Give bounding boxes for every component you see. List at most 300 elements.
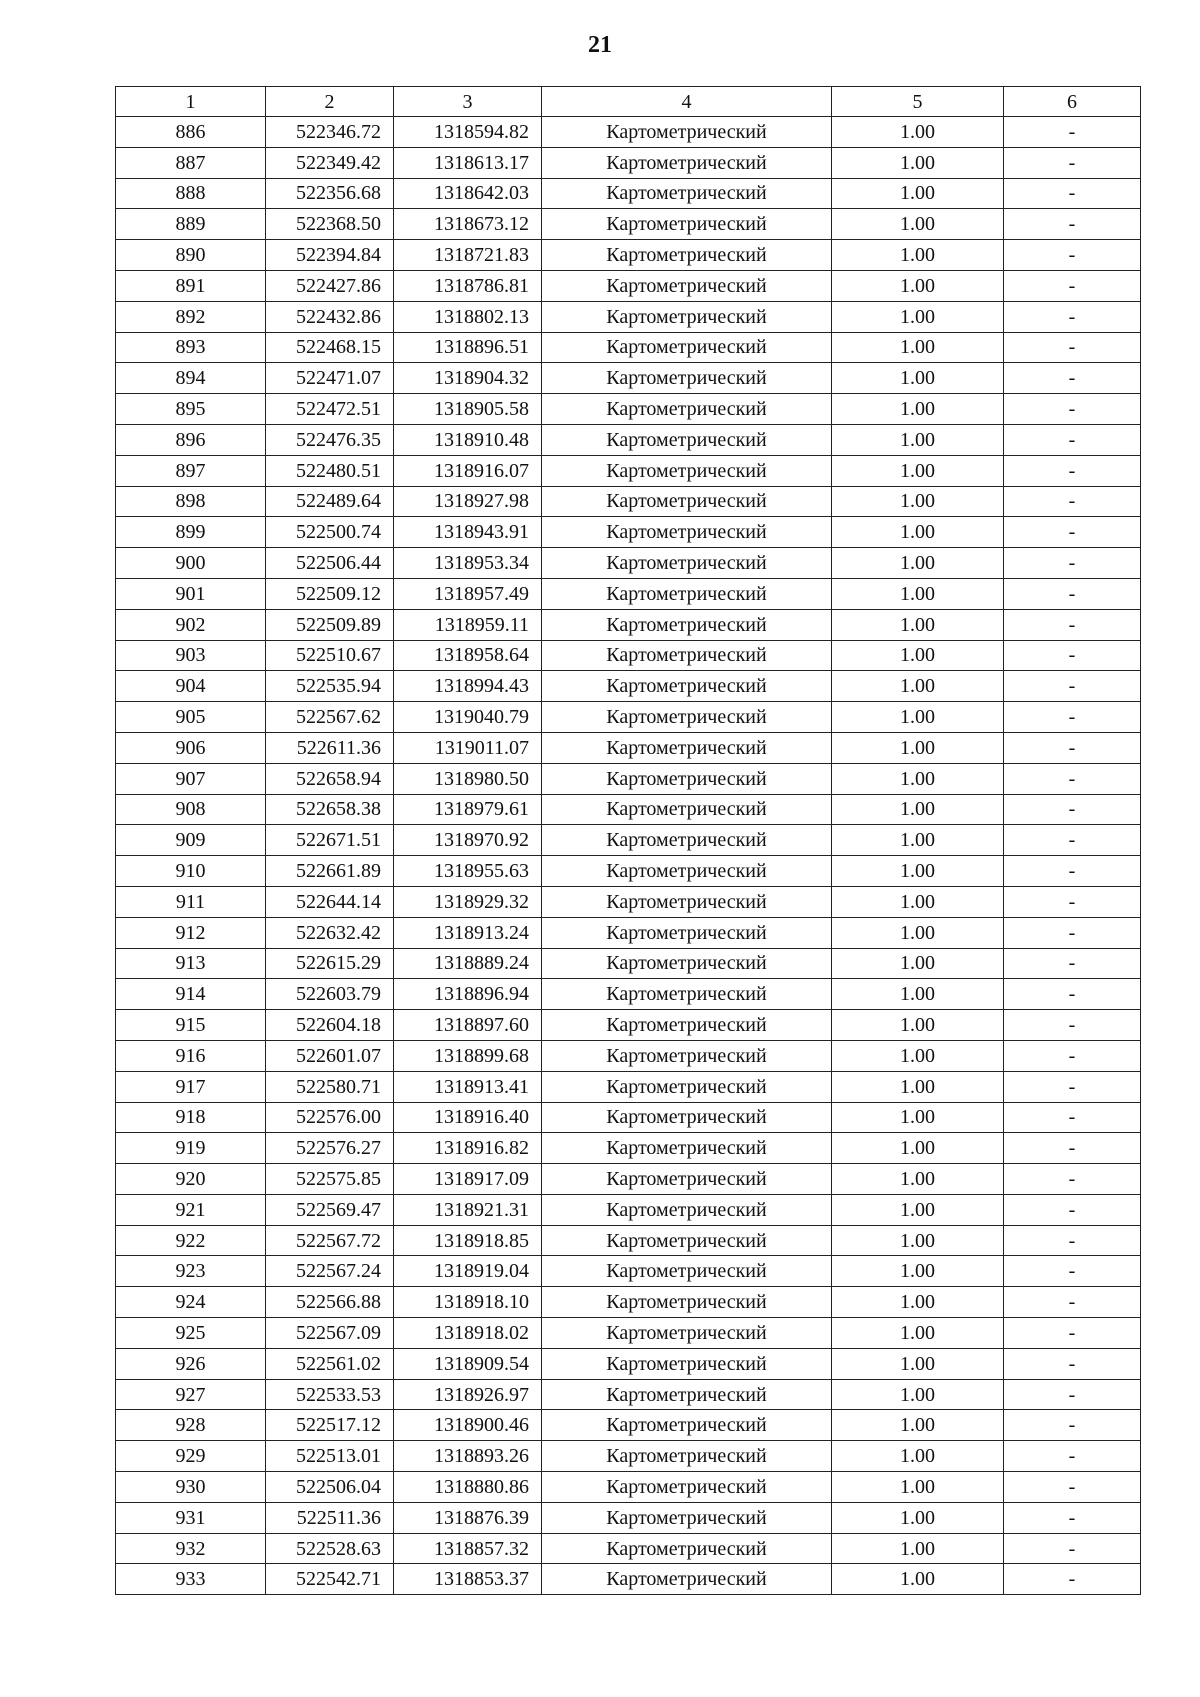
table-row (116, 1133, 1141, 1164)
column-header-5: 5 (832, 87, 1004, 117)
accuracy-cell: 1.00 (832, 1287, 1004, 1318)
accuracy-cell: 1.00 (832, 640, 1004, 671)
y-coordinate-cell: 1318899.68 (394, 1040, 542, 1071)
method-cell: Картометрический (542, 979, 832, 1010)
y-coordinate-cell: 1318880.86 (394, 1472, 542, 1503)
table-row (116, 1071, 1141, 1102)
note-cell: - (1004, 1348, 1141, 1379)
method-cell: Картометрический (542, 1010, 832, 1041)
point-number-cell: 888 (116, 178, 266, 209)
accuracy-cell: 1.00 (832, 270, 1004, 301)
method-cell: Картометрический (542, 1256, 832, 1287)
note-cell: - (1004, 209, 1141, 240)
point-number-cell: 898 (116, 486, 266, 517)
accuracy-cell: 1.00 (832, 301, 1004, 332)
x-coordinate-cell: 522509.12 (266, 578, 394, 609)
y-coordinate-cell: 1318913.41 (394, 1071, 542, 1102)
y-coordinate-cell: 1318904.32 (394, 363, 542, 394)
table-row (116, 1472, 1141, 1503)
x-coordinate-cell: 522601.07 (266, 1040, 394, 1071)
accuracy-cell: 1.00 (832, 424, 1004, 455)
x-coordinate-cell: 522346.72 (266, 117, 394, 148)
method-cell: Картометрический (542, 1318, 832, 1349)
point-number-cell: 894 (116, 363, 266, 394)
y-coordinate-cell: 1318786.81 (394, 270, 542, 301)
table-row (116, 763, 1141, 794)
point-number-cell: 932 (116, 1533, 266, 1564)
table-row (116, 732, 1141, 763)
method-cell: Картометрический (542, 1194, 832, 1225)
method-cell: Картометрический (542, 856, 832, 887)
note-cell: - (1004, 332, 1141, 363)
table-row (116, 917, 1141, 948)
method-cell: Картометрический (542, 178, 832, 209)
x-coordinate-cell: 522533.53 (266, 1379, 394, 1410)
method-cell: Картометрический (542, 270, 832, 301)
method-cell: Картометрический (542, 609, 832, 640)
table-row (116, 363, 1141, 394)
table-row (116, 1164, 1141, 1195)
table-row (116, 301, 1141, 332)
point-number-cell: 923 (116, 1256, 266, 1287)
point-number-cell: 915 (116, 1010, 266, 1041)
page-number: 21 (588, 32, 612, 58)
accuracy-cell: 1.00 (832, 1441, 1004, 1472)
accuracy-cell: 1.00 (832, 886, 1004, 917)
accuracy-cell: 1.00 (832, 1472, 1004, 1503)
y-coordinate-cell: 1318802.13 (394, 301, 542, 332)
y-coordinate-cell: 1318919.04 (394, 1256, 542, 1287)
x-coordinate-cell: 522517.12 (266, 1410, 394, 1441)
y-coordinate-cell: 1318897.60 (394, 1010, 542, 1041)
accuracy-cell: 1.00 (832, 117, 1004, 148)
method-cell: Картометрический (542, 794, 832, 825)
note-cell: - (1004, 578, 1141, 609)
table-row (116, 1502, 1141, 1533)
note-cell: - (1004, 1010, 1141, 1041)
x-coordinate-cell: 522472.51 (266, 394, 394, 425)
accuracy-cell: 1.00 (832, 948, 1004, 979)
y-coordinate-cell: 1318994.43 (394, 671, 542, 702)
method-cell: Картометрический (542, 825, 832, 856)
point-number-cell: 902 (116, 609, 266, 640)
y-coordinate-cell: 1318959.11 (394, 609, 542, 640)
accuracy-cell: 1.00 (832, 1410, 1004, 1441)
point-number-cell: 931 (116, 1502, 266, 1533)
x-coordinate-cell: 522476.35 (266, 424, 394, 455)
accuracy-cell: 1.00 (832, 363, 1004, 394)
accuracy-cell: 1.00 (832, 1256, 1004, 1287)
x-coordinate-cell: 522480.51 (266, 455, 394, 486)
note-cell: - (1004, 979, 1141, 1010)
table-row (116, 1287, 1141, 1318)
note-cell: - (1004, 548, 1141, 579)
x-coordinate-cell: 522471.07 (266, 363, 394, 394)
point-number-cell: 903 (116, 640, 266, 671)
accuracy-cell: 1.00 (832, 917, 1004, 948)
x-coordinate-cell: 522513.01 (266, 1441, 394, 1472)
accuracy-cell: 1.00 (832, 1040, 1004, 1071)
method-cell: Картометрический (542, 424, 832, 455)
table-row (116, 1318, 1141, 1349)
method-cell: Картометрический (542, 548, 832, 579)
accuracy-cell: 1.00 (832, 794, 1004, 825)
note-cell: - (1004, 1441, 1141, 1472)
accuracy-cell: 1.00 (832, 1348, 1004, 1379)
y-coordinate-cell: 1318979.61 (394, 794, 542, 825)
y-coordinate-cell: 1318918.85 (394, 1225, 542, 1256)
table-row (116, 1533, 1141, 1564)
table-row (116, 1410, 1141, 1441)
note-cell: - (1004, 1410, 1141, 1441)
method-cell: Картометрический (542, 332, 832, 363)
point-number-cell: 919 (116, 1133, 266, 1164)
accuracy-cell: 1.00 (832, 1379, 1004, 1410)
y-coordinate-cell: 1318721.83 (394, 240, 542, 271)
point-number-cell: 916 (116, 1040, 266, 1071)
point-number-cell: 920 (116, 1164, 266, 1195)
table-row (116, 1379, 1141, 1410)
note-cell: - (1004, 147, 1141, 178)
point-number-cell: 909 (116, 825, 266, 856)
point-number-cell: 904 (116, 671, 266, 702)
method-cell: Картометрический (542, 1040, 832, 1071)
x-coordinate-cell: 522535.94 (266, 671, 394, 702)
x-coordinate-cell: 522644.14 (266, 886, 394, 917)
x-coordinate-cell: 522506.44 (266, 548, 394, 579)
table-row (116, 424, 1141, 455)
accuracy-cell: 1.00 (832, 548, 1004, 579)
point-number-cell: 913 (116, 948, 266, 979)
accuracy-cell: 1.00 (832, 1194, 1004, 1225)
x-coordinate-cell: 522658.38 (266, 794, 394, 825)
note-cell: - (1004, 702, 1141, 733)
table-row (116, 548, 1141, 579)
x-coordinate-cell: 522566.88 (266, 1287, 394, 1318)
x-coordinate-cell: 522561.02 (266, 1348, 394, 1379)
note-cell: - (1004, 917, 1141, 948)
y-coordinate-cell: 1318970.92 (394, 825, 542, 856)
table-row (116, 1441, 1141, 1472)
note-cell: - (1004, 763, 1141, 794)
accuracy-cell: 1.00 (832, 1102, 1004, 1133)
accuracy-cell: 1.00 (832, 1318, 1004, 1349)
note-cell: - (1004, 1472, 1141, 1503)
table-row (116, 1040, 1141, 1071)
y-coordinate-cell: 1318957.49 (394, 578, 542, 609)
y-coordinate-cell: 1318876.39 (394, 1502, 542, 1533)
y-coordinate-cell: 1318918.10 (394, 1287, 542, 1318)
note-cell: - (1004, 609, 1141, 640)
point-number-cell: 914 (116, 979, 266, 1010)
y-coordinate-cell: 1318594.82 (394, 117, 542, 148)
accuracy-cell: 1.00 (832, 209, 1004, 240)
table-row (116, 1564, 1141, 1595)
x-coordinate-cell: 522604.18 (266, 1010, 394, 1041)
point-number-cell: 887 (116, 147, 266, 178)
method-cell: Картометрический (542, 394, 832, 425)
table-row (116, 856, 1141, 887)
point-number-cell: 926 (116, 1348, 266, 1379)
note-cell: - (1004, 1071, 1141, 1102)
table-row (116, 486, 1141, 517)
accuracy-cell: 1.00 (832, 856, 1004, 887)
table-row (116, 1102, 1141, 1133)
y-coordinate-cell: 1318921.31 (394, 1194, 542, 1225)
accuracy-cell: 1.00 (832, 1133, 1004, 1164)
accuracy-cell: 1.00 (832, 979, 1004, 1010)
method-cell: Картометрический (542, 948, 832, 979)
method-cell: Картометрический (542, 1533, 832, 1564)
y-coordinate-cell: 1318955.63 (394, 856, 542, 887)
point-number-cell: 891 (116, 270, 266, 301)
table-row (116, 270, 1141, 301)
table-row (116, 1194, 1141, 1225)
method-cell: Картометрический (542, 1133, 832, 1164)
accuracy-cell: 1.00 (832, 517, 1004, 548)
point-number-cell: 921 (116, 1194, 266, 1225)
note-cell: - (1004, 1502, 1141, 1533)
note-cell: - (1004, 671, 1141, 702)
note-cell: - (1004, 455, 1141, 486)
method-cell: Картометрический (542, 1071, 832, 1102)
method-cell: Картометрический (542, 1379, 832, 1410)
column-header-2: 2 (266, 87, 394, 117)
x-coordinate-cell: 522575.85 (266, 1164, 394, 1195)
accuracy-cell: 1.00 (832, 1502, 1004, 1533)
table-row (116, 178, 1141, 209)
point-number-cell: 890 (116, 240, 266, 271)
x-coordinate-cell: 522432.86 (266, 301, 394, 332)
x-coordinate-cell: 522567.62 (266, 702, 394, 733)
table-row (116, 640, 1141, 671)
accuracy-cell: 1.00 (832, 1533, 1004, 1564)
point-number-cell: 907 (116, 763, 266, 794)
y-coordinate-cell: 1318909.54 (394, 1348, 542, 1379)
point-number-cell: 917 (116, 1071, 266, 1102)
note-cell: - (1004, 1164, 1141, 1195)
point-number-cell: 922 (116, 1225, 266, 1256)
point-number-cell: 918 (116, 1102, 266, 1133)
y-coordinate-cell: 1318918.02 (394, 1318, 542, 1349)
accuracy-cell: 1.00 (832, 147, 1004, 178)
method-cell: Картометрический (542, 702, 832, 733)
accuracy-cell: 1.00 (832, 825, 1004, 856)
point-number-cell: 900 (116, 548, 266, 579)
header-row (116, 87, 1141, 117)
note-cell: - (1004, 825, 1141, 856)
method-cell: Картометрический (542, 147, 832, 178)
x-coordinate-cell: 522569.47 (266, 1194, 394, 1225)
accuracy-cell: 1.00 (832, 763, 1004, 794)
y-coordinate-cell: 1318857.32 (394, 1533, 542, 1564)
x-coordinate-cell: 522661.89 (266, 856, 394, 887)
y-coordinate-cell: 1318943.91 (394, 517, 542, 548)
note-cell: - (1004, 1379, 1141, 1410)
column-header-6: 6 (1004, 87, 1141, 117)
y-coordinate-cell: 1318896.51 (394, 332, 542, 363)
x-coordinate-cell: 522580.71 (266, 1071, 394, 1102)
y-coordinate-cell: 1318916.40 (394, 1102, 542, 1133)
point-number-cell: 906 (116, 732, 266, 763)
accuracy-cell: 1.00 (832, 455, 1004, 486)
method-cell: Картометрический (542, 1164, 832, 1195)
method-cell: Картометрический (542, 671, 832, 702)
x-coordinate-cell: 522542.71 (266, 1564, 394, 1595)
method-cell: Картометрический (542, 455, 832, 486)
x-coordinate-cell: 522611.36 (266, 732, 394, 763)
method-cell: Картометрический (542, 117, 832, 148)
method-cell: Картометрический (542, 1225, 832, 1256)
method-cell: Картометрический (542, 363, 832, 394)
table-row (116, 1010, 1141, 1041)
y-coordinate-cell: 1318853.37 (394, 1564, 542, 1595)
column-header-3: 3 (394, 87, 542, 117)
note-cell: - (1004, 886, 1141, 917)
point-number-cell: 928 (116, 1410, 266, 1441)
column-header-4: 4 (542, 87, 832, 117)
x-coordinate-cell: 522576.27 (266, 1133, 394, 1164)
table-row (116, 1256, 1141, 1287)
point-number-cell: 896 (116, 424, 266, 455)
note-cell: - (1004, 1256, 1141, 1287)
note-cell: - (1004, 117, 1141, 148)
method-cell: Картометрический (542, 917, 832, 948)
table-row (116, 886, 1141, 917)
note-cell: - (1004, 1040, 1141, 1071)
note-cell: - (1004, 1564, 1141, 1595)
x-coordinate-cell: 522368.50 (266, 209, 394, 240)
x-coordinate-cell: 522509.89 (266, 609, 394, 640)
note-cell: - (1004, 1194, 1141, 1225)
y-coordinate-cell: 1318673.12 (394, 209, 542, 240)
y-coordinate-cell: 1318893.26 (394, 1441, 542, 1472)
point-number-cell: 911 (116, 886, 266, 917)
point-number-cell: 899 (116, 517, 266, 548)
y-coordinate-cell: 1318905.58 (394, 394, 542, 425)
method-cell: Картометрический (542, 1441, 832, 1472)
y-coordinate-cell: 1318958.64 (394, 640, 542, 671)
accuracy-cell: 1.00 (832, 394, 1004, 425)
method-cell: Картометрический (542, 763, 832, 794)
y-coordinate-cell: 1319040.79 (394, 702, 542, 733)
table-row (116, 394, 1141, 425)
note-cell: - (1004, 270, 1141, 301)
method-cell: Картометрический (542, 1287, 832, 1318)
y-coordinate-cell: 1318916.07 (394, 455, 542, 486)
note-cell: - (1004, 517, 1141, 548)
x-coordinate-cell: 522632.42 (266, 917, 394, 948)
point-number-cell: 912 (116, 917, 266, 948)
y-coordinate-cell: 1318927.98 (394, 486, 542, 517)
method-cell: Картометрический (542, 886, 832, 917)
y-coordinate-cell: 1318953.34 (394, 548, 542, 579)
x-coordinate-cell: 522567.24 (266, 1256, 394, 1287)
y-coordinate-cell: 1319011.07 (394, 732, 542, 763)
table-row (116, 332, 1141, 363)
accuracy-cell: 1.00 (832, 578, 1004, 609)
x-coordinate-cell: 522567.09 (266, 1318, 394, 1349)
point-number-cell: 905 (116, 702, 266, 733)
accuracy-cell: 1.00 (832, 240, 1004, 271)
note-cell: - (1004, 1133, 1141, 1164)
method-cell: Картометрический (542, 240, 832, 271)
table-row (116, 147, 1141, 178)
accuracy-cell: 1.00 (832, 671, 1004, 702)
coordinates-table-container (115, 86, 1141, 1595)
x-coordinate-cell: 522489.64 (266, 486, 394, 517)
x-coordinate-cell: 522427.86 (266, 270, 394, 301)
x-coordinate-cell: 522356.68 (266, 178, 394, 209)
point-number-cell: 910 (116, 856, 266, 887)
method-cell: Картометрический (542, 640, 832, 671)
x-coordinate-cell: 522671.51 (266, 825, 394, 856)
method-cell: Картометрический (542, 486, 832, 517)
coordinates-table (115, 86, 1141, 1595)
y-coordinate-cell: 1318980.50 (394, 763, 542, 794)
note-cell: - (1004, 1287, 1141, 1318)
method-cell: Картометрический (542, 1410, 832, 1441)
method-cell: Картометрический (542, 1564, 832, 1595)
accuracy-cell: 1.00 (832, 178, 1004, 209)
table-row (116, 609, 1141, 640)
point-number-cell: 901 (116, 578, 266, 609)
accuracy-cell: 1.00 (832, 702, 1004, 733)
note-cell: - (1004, 948, 1141, 979)
accuracy-cell: 1.00 (832, 609, 1004, 640)
accuracy-cell: 1.00 (832, 1071, 1004, 1102)
x-coordinate-cell: 522506.04 (266, 1472, 394, 1503)
accuracy-cell: 1.00 (832, 486, 1004, 517)
y-coordinate-cell: 1318917.09 (394, 1164, 542, 1195)
table-row (116, 117, 1141, 148)
note-cell: - (1004, 363, 1141, 394)
table-body (116, 117, 1141, 1595)
accuracy-cell: 1.00 (832, 332, 1004, 363)
y-coordinate-cell: 1318889.24 (394, 948, 542, 979)
x-coordinate-cell: 522615.29 (266, 948, 394, 979)
method-cell: Картометрический (542, 578, 832, 609)
point-number-cell: 893 (116, 332, 266, 363)
note-cell: - (1004, 1225, 1141, 1256)
accuracy-cell: 1.00 (832, 1225, 1004, 1256)
y-coordinate-cell: 1318926.97 (394, 1379, 542, 1410)
table-row (116, 578, 1141, 609)
accuracy-cell: 1.00 (832, 1164, 1004, 1195)
column-header-1: 1 (116, 87, 266, 117)
method-cell: Картометрический (542, 209, 832, 240)
note-cell: - (1004, 394, 1141, 425)
note-cell: - (1004, 424, 1141, 455)
table-row (116, 517, 1141, 548)
x-coordinate-cell: 522528.63 (266, 1533, 394, 1564)
table-row (116, 671, 1141, 702)
point-number-cell: 889 (116, 209, 266, 240)
y-coordinate-cell: 1318910.48 (394, 424, 542, 455)
table-row (116, 825, 1141, 856)
y-coordinate-cell: 1318929.32 (394, 886, 542, 917)
table-row (116, 455, 1141, 486)
x-coordinate-cell: 522500.74 (266, 517, 394, 548)
point-number-cell: 908 (116, 794, 266, 825)
accuracy-cell: 1.00 (832, 1564, 1004, 1595)
note-cell: - (1004, 640, 1141, 671)
point-number-cell: 927 (116, 1379, 266, 1410)
note-cell: - (1004, 178, 1141, 209)
point-number-cell: 895 (116, 394, 266, 425)
accuracy-cell: 1.00 (832, 1010, 1004, 1041)
y-coordinate-cell: 1318642.03 (394, 178, 542, 209)
